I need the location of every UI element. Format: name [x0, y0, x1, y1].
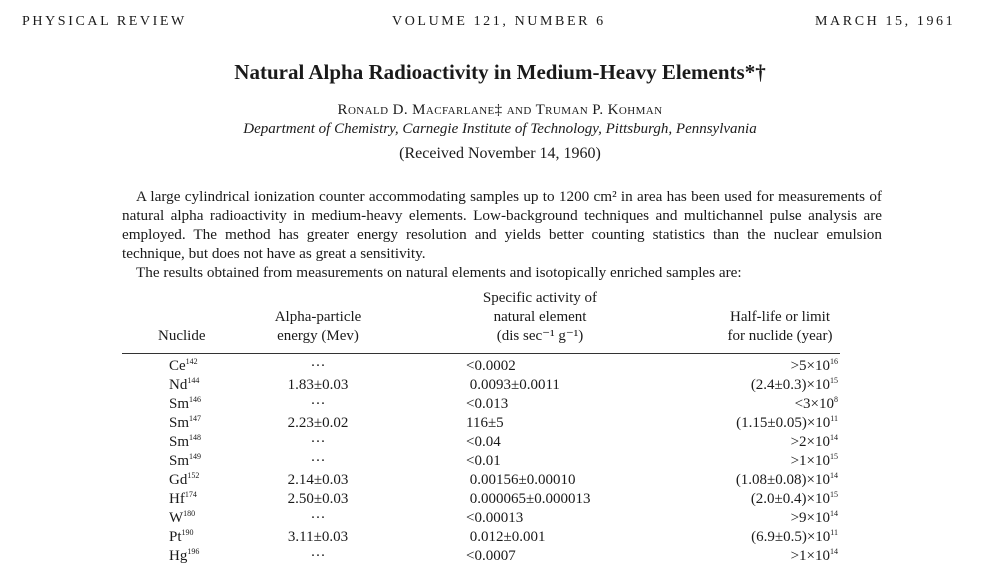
- cell-energy: ···: [310, 453, 326, 469]
- issue-date: MARCH 15, 1961: [815, 14, 956, 29]
- cell-nuclide: [169, 452, 201, 471]
- cell-nuclide: [169, 509, 195, 528]
- halflife-exponent: 14: [830, 471, 838, 480]
- cell-nuclide: [169, 357, 198, 376]
- halflife-base: (6.9±0.5)×10: [751, 529, 831, 545]
- nuclide-element: Nd: [169, 377, 188, 393]
- halflife-exponent: 11: [830, 414, 838, 423]
- header-halflife-line2: for nuclide (year): [727, 328, 833, 344]
- cell-halflife: [600, 471, 838, 490]
- cell-activity: 0.012±0.001: [466, 529, 546, 545]
- halflife-base: >2×10: [790, 434, 830, 450]
- nuclide-element: Sm: [169, 453, 190, 469]
- nuclide-element: Sm: [169, 396, 190, 412]
- halflife-exponent: 15: [830, 490, 838, 499]
- cell-nuclide: [169, 528, 194, 547]
- nuclide-mass: 190: [181, 528, 194, 537]
- table-row: [0, 414, 1000, 433]
- cell-energy: ···: [310, 548, 326, 564]
- abstract-paragraph: A large cylindrical ionization counter accommodating samples up to 1200 cm² in area has been used for measurements of natural alpha radioactivity in medium-heavy elements. Low-background techniques and multichannel pulse analysis are employed. The method has greater energy resolution and yields better counting statistics than the nuclear emulsion technique, but does not have as great a sensitivity.: [122, 188, 882, 262]
- table-row: [0, 376, 1000, 395]
- table-row: [0, 528, 1000, 547]
- table-row: [0, 452, 1000, 471]
- table-row: [0, 490, 1000, 509]
- halflife-base: (2.0±0.4)×10: [750, 491, 830, 507]
- cell-halflife: [600, 547, 838, 566]
- cell-halflife: [600, 433, 838, 452]
- cell-activity: 0.000065±0.000013: [466, 491, 591, 507]
- cell-nuclide: [169, 376, 199, 395]
- halflife-exponent: 16: [830, 357, 838, 366]
- nuclide-element: Pt: [169, 529, 182, 545]
- cell-activity: <0.04: [466, 434, 501, 450]
- table-row: [0, 395, 1000, 414]
- halflife-base: (1.15±0.05)×10: [736, 415, 831, 431]
- journal-name: PHYSICAL REVIEW: [22, 14, 187, 29]
- nuclide-mass: 196: [187, 547, 200, 556]
- table-row: [0, 357, 1000, 376]
- halflife-exponent: 14: [830, 509, 838, 518]
- results-intro: The results obtained from measurements on natural elements and isotopically enriched samples are:: [136, 264, 742, 281]
- nuclide-mass: 152: [187, 471, 200, 480]
- abstract: [122, 187, 882, 282]
- received-date: (Received November 14, 1960): [399, 145, 601, 162]
- halflife-base: >1×10: [790, 453, 830, 469]
- cell-energy: ···: [310, 510, 326, 526]
- cell-energy: ···: [310, 434, 326, 450]
- cell-halflife: [600, 376, 838, 395]
- header-halflife: [680, 308, 880, 346]
- nuclide-element: Ce: [169, 358, 186, 374]
- cell-activity: 0.00156±0.00010: [466, 472, 576, 488]
- cell-energy: 2.23±0.02: [287, 415, 349, 431]
- cell-activity: <0.00013: [466, 510, 524, 526]
- nuclide-mass: 147: [189, 414, 202, 423]
- cell-nuclide: [169, 433, 201, 452]
- halflife-base: >9×10: [790, 510, 830, 526]
- header-energy-line1: Alpha-particle: [274, 309, 362, 325]
- halflife-exponent: 14: [830, 547, 838, 556]
- header-activity: [440, 289, 640, 346]
- nuclide-mass: 148: [189, 433, 202, 442]
- cell-nuclide: [169, 414, 201, 433]
- cell-halflife: [600, 414, 838, 433]
- cell-activity: <0.01: [466, 453, 501, 469]
- cell-nuclide: [169, 490, 197, 509]
- nuclide-element: Sm: [169, 434, 190, 450]
- cell-activity: <0.0007: [466, 548, 516, 564]
- cell-energy: ···: [310, 358, 326, 374]
- halflife-exponent: 15: [830, 452, 838, 461]
- nuclide-element: Hf: [169, 491, 185, 507]
- cell-activity: 0.0093±0.0011: [466, 377, 560, 393]
- cell-halflife: [600, 490, 838, 509]
- header-energy-line2: energy (Mev): [277, 328, 359, 344]
- table-body: [0, 357, 1000, 566]
- halflife-base: >5×10: [790, 358, 830, 374]
- cell-activity: <0.0002: [466, 358, 516, 374]
- header-activity-line2: natural element: [493, 309, 587, 325]
- cell-halflife: [600, 509, 838, 528]
- cell-energy: ···: [310, 396, 326, 412]
- cell-energy: 2.14±0.03: [287, 472, 349, 488]
- cell-nuclide: [169, 547, 199, 566]
- halflife-base: <3×10: [794, 396, 834, 412]
- cell-energy: 2.50±0.03: [287, 491, 349, 507]
- authors: Ronald D. Macfarlane‡ and Truman P. Kohman: [337, 102, 663, 118]
- table-row: [0, 509, 1000, 528]
- cell-energy: 1.83±0.03: [287, 377, 349, 393]
- cell-activity: 116±5: [466, 415, 504, 431]
- halflife-base: (1.08±0.08)×10: [735, 472, 830, 488]
- header-nuclide: Nuclide: [158, 328, 206, 344]
- cell-energy: 3.11±0.03: [287, 529, 349, 545]
- cell-nuclide: [169, 471, 199, 490]
- affiliation: Department of Chemistry, Carnegie Institute of Technology, Pittsburgh, Pennsylvania: [243, 121, 757, 137]
- volume-number: VOLUME 121, NUMBER 6: [392, 14, 606, 29]
- halflife-exponent: 8: [834, 395, 838, 404]
- table-row: [0, 471, 1000, 490]
- halflife-exponent: 15: [830, 376, 838, 385]
- nuclide-mass: 180: [183, 509, 196, 518]
- halflife-exponent: 11: [830, 528, 838, 537]
- nuclide-mass: 146: [189, 395, 202, 404]
- header-activity-line3: (dis sec⁻¹ g⁻¹): [496, 328, 584, 344]
- table-row: [0, 547, 1000, 566]
- nuclide-mass: 142: [185, 357, 198, 366]
- nuclide-mass: 149: [189, 452, 202, 461]
- nuclide-element: Hg: [169, 548, 188, 564]
- cell-activity: <0.013: [466, 396, 509, 412]
- nuclide-mass: 144: [187, 376, 200, 385]
- table-row: [0, 433, 1000, 452]
- article-title: Natural Alpha Radioactivity in Medium-Heavy Elements*†: [234, 60, 766, 84]
- nuclide-mass: 174: [184, 490, 197, 499]
- nuclide-element: Gd: [169, 472, 188, 488]
- cell-halflife: [600, 395, 838, 414]
- halflife-exponent: 14: [830, 433, 838, 442]
- nuclide-element: Sm: [169, 415, 190, 431]
- header-activity-line1: Specific activity of: [482, 290, 598, 306]
- halflife-base: >1×10: [790, 548, 830, 564]
- header-energy: [238, 308, 398, 346]
- cell-halflife: [600, 357, 838, 376]
- cell-halflife: [600, 528, 838, 547]
- cell-nuclide: [169, 395, 201, 414]
- cell-halflife: [600, 452, 838, 471]
- header-halflife-line1: Half-life or limit: [730, 309, 830, 325]
- table-rule: [122, 353, 840, 354]
- nuclide-element: W: [169, 510, 184, 526]
- halflife-base: (2.4±0.3)×10: [750, 377, 830, 393]
